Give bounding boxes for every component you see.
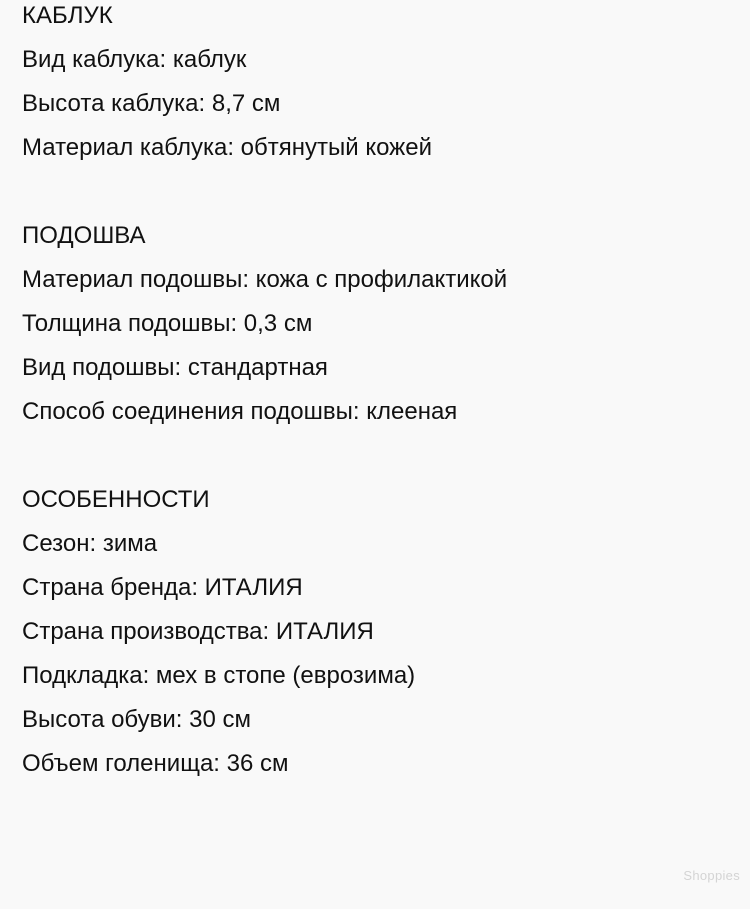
spec-lining: Подкладка: мех в стопе (еврозима) xyxy=(22,662,416,689)
spec-heel-height: Высота каблука: 8,7 см xyxy=(22,90,281,117)
spec-sole-type: Вид подошвы: стандартная xyxy=(22,354,328,381)
spec-shaft-circumference: Объем голенища: 36 см xyxy=(22,750,289,777)
spec-shoe-height: Высота обуви: 30 см xyxy=(22,706,252,733)
spec-production-country: Страна производства: ИТАЛИЯ xyxy=(22,618,374,645)
spec-sole-thickness: Толщина подошвы: 0,3 см xyxy=(22,310,313,337)
spec-heel-material: Материал каблука: обтянутый кожей xyxy=(22,134,432,161)
section-heel xyxy=(22,0,730,170)
section-title-heel: КАБЛУК xyxy=(22,2,113,29)
spec-heel-type: Вид каблука: каблук xyxy=(22,46,247,73)
section-title-features: ОСОБЕННОСТИ xyxy=(22,486,210,513)
section-title-sole: ПОДОШВА xyxy=(22,222,146,249)
section-sole xyxy=(22,214,730,434)
spec-sole-material: Материал подошвы: кожа с профилактикой xyxy=(22,266,508,293)
spec-sole-attachment: Способ соединения подошвы: клееная xyxy=(22,398,458,425)
spec-brand-country: Страна бренда: ИТАЛИЯ xyxy=(22,574,303,601)
section-features xyxy=(22,478,730,786)
product-specs xyxy=(22,0,730,786)
spec-season: Сезон: зима xyxy=(22,530,158,557)
watermark: Shoppies xyxy=(683,868,740,883)
